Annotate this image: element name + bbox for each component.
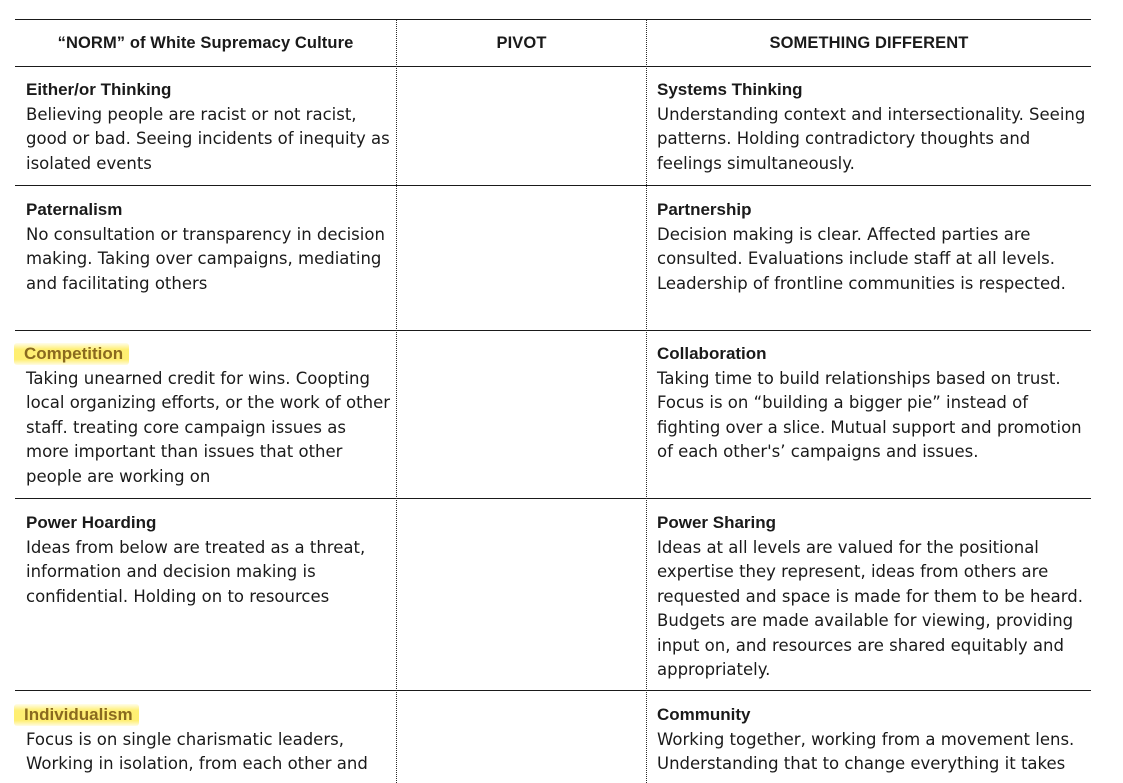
different-cell: [657, 342, 1082, 465]
norm-cell: [26, 703, 368, 777]
norm-title: Paternalism: [26, 200, 123, 219]
header-norm: “NORM” of White Supremacy Culture: [57, 34, 354, 52]
row-divider: [15, 185, 1091, 186]
norm-title: [26, 342, 390, 367]
different-cell: [657, 511, 1083, 683]
header-bottom-rule: [15, 66, 1091, 67]
norm-description: Ideas from below are treated as a threat, information and decision making is confidential. Holding on to resources: [26, 537, 366, 606]
norm-cell: [26, 342, 390, 489]
norm-cell: [26, 78, 390, 176]
norm-description: Taking unearned credit for wins. Coopting local organizing efforts, or the work of other staff. treating core campaign issues as more important than issues that other people are working on: [26, 368, 391, 486]
norm-title: Power Hoarding: [26, 513, 157, 532]
different-title: Systems Thinking: [657, 80, 803, 99]
norm-title: Either/or Thinking: [26, 80, 172, 99]
row-divider: [15, 690, 1091, 691]
norm-description: Believing people are racist or not racist, good or bad. Seeing incidents of inequity as isolated events: [26, 104, 390, 173]
norm-description: No consultation or transparency in decision making. Taking over campaigns, mediating and facilitating others: [26, 224, 385, 293]
column-separator: [396, 20, 397, 783]
header-pivot: PIVOT: [496, 34, 547, 52]
different-title: Partnership: [657, 200, 752, 219]
row-divider: [15, 330, 1091, 331]
header-something-different: SOMETHING DIFFERENT: [769, 34, 969, 52]
norm-description: Focus is on single charismatic leaders, Working in isolation, from each other and: [26, 729, 368, 773]
different-description: Ideas at all levels are valued for the positional expertise they represent, ideas from others are requested and space is made for them to be heard. Budgets are made available for viewing, providing input on, and resources are shared equitably and appropriately.: [657, 537, 1083, 679]
different-cell: [657, 198, 1066, 296]
norm-cell: [26, 198, 385, 296]
different-description: Understanding context and intersectionality. Seeing patterns. Holding contradictory thoughts and feelings simultaneously.: [657, 104, 1086, 173]
different-cell: [657, 703, 1074, 777]
row-divider: [15, 498, 1091, 499]
different-cell: [657, 78, 1085, 176]
different-description: Taking time to build relationships based on trust. Focus is on “building a bigger pie” instead of fighting over a slice. Mutual support and promotion of each other's’ campaigns and issues.: [657, 368, 1082, 461]
norm-title: [26, 703, 368, 728]
highlighted-title: Individualism: [14, 704, 139, 726]
column-separator: [646, 20, 647, 783]
different-title: Collaboration: [657, 344, 767, 363]
table-top-rule: [15, 19, 1091, 20]
highlighted-title: Competition: [14, 343, 129, 365]
different-description: Decision making is clear. Affected parties are consulted. Evaluations include staff at all levels. Leadership of frontline communities is respected.: [657, 224, 1066, 293]
norm-cell: [26, 511, 365, 609]
different-description: Working together, working from a movement lens. Understanding that to change everything it takes: [657, 729, 1075, 773]
different-title: Power Sharing: [657, 513, 777, 532]
different-title: Community: [657, 705, 751, 724]
